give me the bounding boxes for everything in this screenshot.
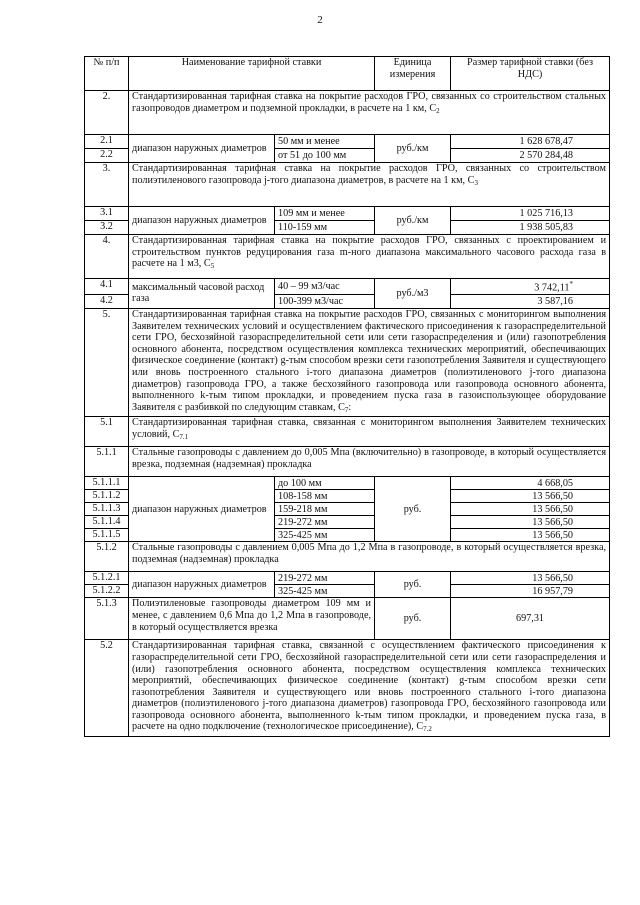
diameter-range: 325-425 мм — [275, 585, 375, 598]
table-header-row — [85, 57, 610, 91]
unit-cell: руб. — [375, 477, 451, 542]
section-5-1-1-row — [85, 447, 610, 477]
row-number: 5.1.1.4 — [85, 516, 129, 529]
diameter-range: до 100 мм — [275, 477, 375, 490]
diameter-range: от 51 до 100 мм — [275, 149, 375, 163]
section-5-1-1-description: Стальные газопроводы с давлением до 0,005 Мпа (включительно) в газопроводе, в который осуществляется врезка, подземная (надземная) прокладка — [129, 447, 610, 477]
tariff-table — [84, 56, 610, 737]
header-size: Размер тарифной ставки (без НДС) — [451, 57, 610, 91]
section-2-row — [85, 91, 610, 135]
row-label: максимальный часовой расход газа — [129, 279, 275, 309]
section-5-2-description: Стандартизированная тарифная ставка, связанной с осуществлением фактического присоединения к газораспределительной сети ГРО, бесхозяйной газораспределительной сети или сети газораспределения и (или) газопотребления основного абонента, посредством осуществления комплекса технических мероприятий, обеспечивающих физическое соединение (контакт) g-тым способом врезки сети газопотребления Заявителя и существующего или вновь построенного стального i-того диапазона диаметров (полиэтиленового j-того диапазона диаметров) газопровода ГРО, бесхозяйного газопровода или газопровода основного абонента, выполненного k-тым типом прокладки, и проведением пуска газа, в расчете на одно подключение (технологическое присоединение), $С_{7.2}$ — [129, 640, 610, 737]
section-5-1-row — [85, 417, 610, 447]
section-5-row — [85, 308, 610, 416]
row-number: 2. — [85, 91, 129, 135]
row-number: 5.1.2.2 — [85, 585, 129, 598]
tariff-value: 3 587,16 — [451, 294, 610, 308]
row-number: 5.1.1.3 — [85, 503, 129, 516]
row-number: 3.2 — [85, 221, 129, 235]
section-5-2-row — [85, 640, 610, 737]
row-number: 5.1.2.1 — [85, 572, 129, 585]
section-2-description: Стандартизированная тарифная ставка на покрытие расходов ГРО, связанных со строительством стальных газопроводов диаметром и подземной прокладки, в расчете на 1 км, $С_2$ — [129, 91, 610, 135]
section-3-description: Стандартизированная тарифная ставка на покрытие расходов ГРО, связанных со строительством полиэтиленового газопровода j-того диапазона диаметров, в расчете на 1 км, $С_3$ — [129, 163, 610, 207]
section-5-1-3-description: Полиэтиленовые газопроводы диаметром 109 мм и менее, с давлением 0,6 Мпа до 1,2 Мпа в газопроводе, в который осуществляется врезка — [129, 598, 375, 640]
header-num: № п/п — [85, 57, 129, 91]
section-5-1-2-description: Стальные газопроводы с давлением 0,005 Мпа до 1,2 Мпа в газопроводе, в который осуществляется врезка, подземная (надземная) прокладка — [129, 542, 610, 572]
section-5-1-3-row — [85, 598, 610, 640]
tariff-value: 697,31 — [451, 598, 610, 640]
row-label: диапазон наружных диаметров — [129, 135, 275, 163]
table-row — [85, 135, 610, 149]
row-number: 5.1 — [85, 417, 129, 447]
tariff-value: 13 566,50 — [451, 490, 610, 503]
tariff-value: 13 566,50 — [451, 516, 610, 529]
tariff-value: 2 570 284,48 — [451, 149, 610, 163]
row-number: 3. — [85, 163, 129, 207]
diameter-range: 219-272 мм — [275, 516, 375, 529]
section-5-description: Стандартизированная тарифная ставка на покрытие расходов ГРО, связанных с мониторингом выполнения Заявителем технических условий и осуществлением фактического присоединения к газораспределительной сети ГРО, бесхозяйной газораспределительной сети или сети газораспределения и (или) газопотребления основного абонента, посредством осуществления комплекса технических мероприятий, обеспечивающих физическое соединение (контакт) g-тым способом врезки сети газопотребления Заявителя и существующего или вновь построенного стального i-того диапазона диаметров (полиэтиленового j-того диапазона диаметров) газопровода ГРО, а также бесхозяйного газопровода или газопровода основного абонента, выполненного k-тым типом прокладки, и проведением пуска газа в газоиспользующее оборудование Заявителя с разбивкой по следующим ставкам, $С_7$: — [129, 308, 610, 416]
table-row — [85, 279, 610, 295]
row-number: 2.1 — [85, 135, 129, 149]
row-number: 5.1.1 — [85, 447, 129, 477]
tariff-value: 13 566,50 — [451, 572, 610, 585]
row-number: 2.2 — [85, 149, 129, 163]
tariff-value: 4 668,05 — [451, 477, 610, 490]
unit-cell: руб./м3 — [375, 279, 451, 309]
table-row — [85, 477, 610, 490]
diameter-range: 50 мм и менее — [275, 135, 375, 149]
row-number: 5. — [85, 308, 129, 416]
tariff-value: 16 957,79 — [451, 585, 610, 598]
section-3-row — [85, 163, 610, 207]
row-number: 4.1 — [85, 279, 129, 295]
row-number: 5.1.1.5 — [85, 529, 129, 542]
tariff-value: 13 566,50 — [451, 503, 610, 516]
unit-cell: руб./км — [375, 207, 451, 235]
unit-cell: руб. — [375, 572, 451, 598]
diameter-range: 325-425 мм — [275, 529, 375, 542]
flow-range: 40 – 99 м3/час — [275, 279, 375, 295]
unit-cell: руб. — [375, 598, 451, 640]
tariff-value: 1 628 678,47 — [451, 135, 610, 149]
header-unit: Единица измерения — [375, 57, 451, 91]
tariff-value: 1 938 505,83 — [451, 221, 610, 235]
table-row — [85, 207, 610, 221]
tariff-value: 13 566,50 — [451, 529, 610, 542]
row-number: 3.1 — [85, 207, 129, 221]
section-5-1-description: Стандартизированная тарифная ставка, связанная с мониторингом выполнения Заявителем технических условий, $С_{7.1}$ — [129, 417, 610, 447]
page-number: 2 — [317, 14, 323, 26]
diameter-range: 159-218 мм — [275, 503, 375, 516]
diameter-range: 110-159 мм — [275, 221, 375, 235]
table-row — [85, 572, 610, 585]
row-number: 5.1.2 — [85, 542, 129, 572]
section-4-description: Стандартизированная тарифная ставка на покрытие расходов ГРО, связанных с проектированием и строительством пунктов редуцирования газа m-ного диапазона максимального часового расхода газа в расчете на 1 м3, $С_5$ — [129, 235, 610, 279]
diameter-range: 108-158 мм — [275, 490, 375, 503]
row-number: 4. — [85, 235, 129, 279]
row-label: диапазон наружных диаметров — [129, 572, 275, 598]
unit-cell: руб./км — [375, 135, 451, 163]
row-label: диапазон наружных диаметров — [129, 477, 275, 542]
row-label: диапазон наружных диаметров — [129, 207, 275, 235]
diameter-range: 219-272 мм — [275, 572, 375, 585]
row-number: 5.1.3 — [85, 598, 129, 640]
section-5-1-2-row — [85, 542, 610, 572]
tariff-value: 1 025 716,13 — [451, 207, 610, 221]
row-number: 4.2 — [85, 294, 129, 308]
diameter-range: 109 мм и менее — [275, 207, 375, 221]
footnote-mark: * — [569, 280, 574, 288]
tariff-value: 3 742,11* — [451, 279, 610, 295]
header-name: Наименование тарифной ставки — [129, 57, 375, 91]
row-number: 5.1.1.1 — [85, 477, 129, 490]
flow-range: 100-399 м3/час — [275, 294, 375, 308]
row-number: 5.2 — [85, 640, 129, 737]
section-4-row — [85, 235, 610, 279]
row-number: 5.1.1.2 — [85, 490, 129, 503]
